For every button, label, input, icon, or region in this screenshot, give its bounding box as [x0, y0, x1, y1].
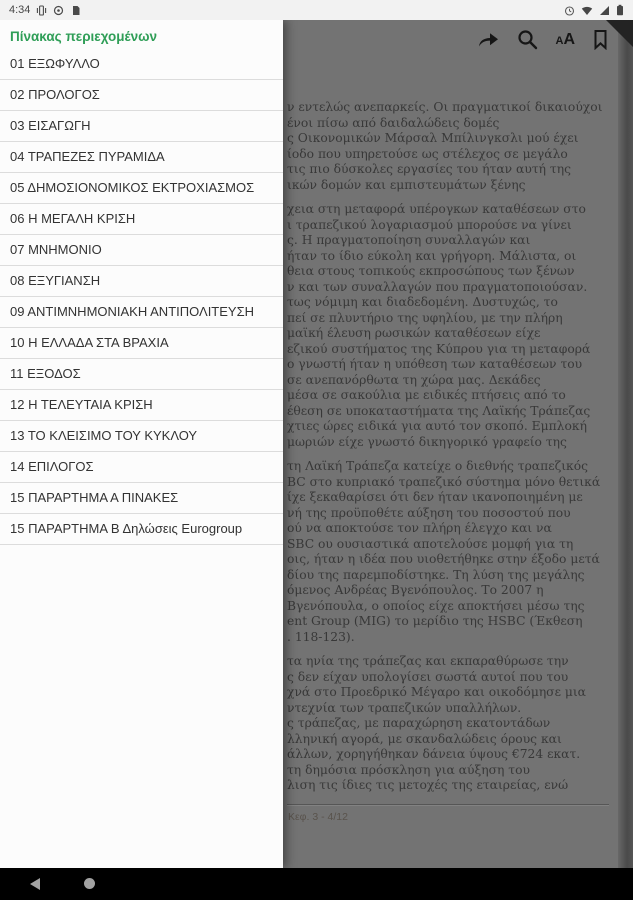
- search-icon: [517, 29, 538, 50]
- font-size-button[interactable]: [555, 31, 575, 49]
- page-text-line: λληνική αγορά, με σκανδαλώδεις όρους και: [287, 731, 562, 746]
- alarm-icon: [564, 5, 575, 16]
- font-size-small-label: A: [555, 34, 564, 47]
- page-text-line: θεια στους τοπικούς εκπροσώπους των ξένων: [287, 264, 575, 278]
- cell-signal-icon: [599, 5, 610, 16]
- search-button[interactable]: [517, 29, 538, 50]
- page-text-line: εζικού συστήματος της Κύπρου για τη μεταφορά: [287, 341, 591, 356]
- page-text-line: ν και των συναλλαγών που πραγματοποιούσαν.: [287, 279, 588, 294]
- page-text-line: έθεση σε υποκαταστήματα της Λαϊκής Τράπεζας: [287, 403, 591, 418]
- page-text-line: μωριών είχε γνωστό δικηγορικό γραφείο της: [287, 434, 567, 449]
- page-text-line: ι τραπεζικού λογαριασμού μπορούσε να γίνει: [287, 217, 572, 232]
- clock-text: 4:34: [9, 4, 31, 16]
- page-text-line: σε ανεπανόρθωτα τη χώρα μας. Δεκάδες: [287, 372, 541, 387]
- toc-item[interactable]: 11 ΕΞΟΔΟΣ: [0, 359, 283, 390]
- status-bar: [0, 0, 633, 20]
- toc-item[interactable]: 10 Η ΕΛΛΑΔΑ ΣΤΑ ΒΡΑΧΙΑ: [0, 328, 283, 359]
- toc-list: [0, 49, 283, 545]
- toc-item[interactable]: 13 ΤΟ ΚΛΕΙΣΙΜΟ ΤΟΥ ΚΥΚΛΟΥ: [0, 421, 283, 452]
- page-text-line: τα ηνία της τράπεζας και εκπαραθύρωσε την: [287, 654, 569, 668]
- font-size-large-label: A: [563, 30, 575, 48]
- bookmark-icon: [592, 29, 609, 50]
- bookmark-button[interactable]: [592, 29, 609, 50]
- page-text-line: ς Οικονομικών Μάρσαλ Μπίλινγκσλι μού έχει: [287, 131, 579, 145]
- page-text-line: ίοδο που υπηρετούσε ως στέλεχος σε μεγάλο: [287, 146, 568, 161]
- page-text-line: ένοι πίσω από δαιδαλώδεις δομές: [287, 115, 500, 130]
- page-text-line: ντεχνία των τραπεζικών υπαλλήλων.: [287, 700, 522, 715]
- page-text-line: ς τράπεζας, με παραχώρηση εκατοντάδων: [287, 716, 551, 730]
- wifi-icon: [581, 5, 593, 16]
- toc-item[interactable]: 03 ΕΙΣΑΓΩΓΗ: [0, 111, 283, 142]
- page-text-line: τη δημόσια πρόσκληση για αύξηση του: [287, 762, 530, 777]
- page-corner-curl: [606, 20, 633, 47]
- page-text-line: ίχε ξεκαθαρίσει ότι δεν ήταν ικανοποιημένη με: [287, 490, 583, 504]
- page-text-line: τως νόμιμη και διαδεδομένη. Δυστυχώς, το: [287, 295, 558, 309]
- page-text-line: λιση τις ίδιες τις μετοχές της εταιρείας, ενώ: [287, 778, 569, 792]
- toc-item[interactable]: 14 ΕΠΙΛΟΓΟΣ: [0, 452, 283, 483]
- page-text-line: τη Λαϊκή Τράπεζα κατείχε ο διεθνής τραπεζικός: [287, 459, 589, 473]
- page-footer-divider: [287, 804, 609, 805]
- page-text-line: ς δεν είχαν υπολογίσει σωστά αυτοί που του: [287, 669, 569, 684]
- sd-card-icon: [70, 5, 81, 16]
- page-text-line: ού να αποκτούσε τον πλήρη έλεγχο και να: [287, 521, 552, 535]
- toc-item[interactable]: 02 ΠΡΟΛΟΓΟΣ: [0, 80, 283, 111]
- toc-item[interactable]: 06 Η ΜΕΓΑΛΗ ΚΡΙΣΗ: [0, 204, 283, 235]
- page-text-line: τις πιο δύσκολες εργασίες του ήταν αυτή της: [287, 162, 571, 176]
- toc-title: Πίνακας περιεχομένων: [10, 29, 158, 44]
- toc-item[interactable]: 05 ΔΗΜΟΣΙΟΝΟΜΙΚΟΣ ΕΚΤΡΟΧΙΑΣΜΟΣ: [0, 173, 283, 204]
- page-text-line: Βγενόπουλα, ο οποίος είχε αποκτήσει μέσω της: [287, 598, 585, 613]
- data-saver-icon: [53, 5, 64, 16]
- status-bar-left: [9, 4, 81, 16]
- page-text-line: χεια στη μεταφορά υπέρογκων καταθέσεων στο: [287, 202, 586, 216]
- home-icon[interactable]: [84, 878, 95, 889]
- page-text-line: δίου της παρεμποδίστηκε. Τη λύση της μεγάλης: [287, 567, 585, 582]
- toc-item[interactable]: 09 ΑΝΤΙΜΝΗΜΟΝΙΑΚΗ ΑΝΤΙΠΟΛΙΤΕΥΣΗ: [0, 297, 283, 328]
- page-text-line: . 118-123).: [287, 629, 355, 644]
- page-edge-shadow: [618, 20, 633, 868]
- vibrate-icon: [36, 5, 47, 16]
- toc-item[interactable]: 15 ΠΑΡΑΡΤΗΜΑ Α ΠΙΝΑΚΕΣ: [0, 483, 283, 514]
- page-text-line: μέσα σε σακούλια με ειδικές πτήσεις από το: [287, 388, 566, 402]
- reader-toolbar: [476, 29, 609, 50]
- page-text-line: SBC ου ουσιαστικά αποτελούσε μομφή για τη: [287, 536, 574, 551]
- page-text-line: χτιες ώρες ειδικά για αυτό τον σκοπό. Εμπλοκή: [287, 419, 587, 433]
- page-text-line: νή της προϋποθέτε αύξηση του ποσοστού που: [287, 505, 571, 520]
- page-text-line: ς. Η πραγματοποίηση συναλλαγών και: [287, 233, 531, 247]
- status-bar-right: [564, 4, 624, 16]
- page-text-line: μαϊκή έλευση ρωσικών καταθέσεων είχε: [287, 326, 541, 340]
- page-text-line: όμενος Ανδρέας Βγενόπουλος. Το 2007 η: [287, 583, 544, 597]
- page-text: [287, 100, 615, 794]
- page-text-line: ήταν το ίδιο εύκολη και γρήγορη. Μάλιστα, οι: [287, 248, 577, 263]
- page-text-line: άλλων, χορηγήθηκαν δάνεια ύψους €724 εκατ.: [287, 747, 581, 761]
- page-text-line: ν εντελώς ανεπαρκείς. Οι πραγματικοί δικαιούχοι: [287, 100, 603, 114]
- toc-item[interactable]: 12 Η ΤΕΛΕΥΤΑΙΑ ΚΡΙΣΗ: [0, 390, 283, 421]
- page-text-line: ικών δομών και εμπιστευμάτων ξένης: [287, 177, 526, 192]
- share-icon: [476, 30, 500, 50]
- toc-item[interactable]: 01 ΕΞΩΦΥΛΛΟ: [0, 49, 283, 80]
- page-text-line: ο γνωστή ήταν η υπόθεση των καταθέσεων του: [287, 357, 583, 371]
- toc-item[interactable]: 08 ΕΞΥΓΙΑΝΣΗ: [0, 266, 283, 297]
- chapter-progress-label: Κεφ. 3 - 4/12: [288, 811, 348, 823]
- page-text-line: BC στο κυπριακό τραπεζικό σύστημα μόνο θετικά: [287, 474, 601, 489]
- page-text-line: οις, ήταν η ιδέα που υιοθετήθηκε στην έξοδο μετά: [287, 552, 600, 566]
- back-icon[interactable]: [30, 878, 40, 890]
- page-text-line: χνά στο Προεδρικό Μέγαρο και οικοδόμησε μια: [287, 685, 586, 699]
- page-text-line: ent Group (MIG) το μερίδιο της HSBC (Έκθεση: [287, 614, 583, 628]
- page-text-line: πεί σε πλυντήριο της υφηλίου, με την πλήρη: [287, 310, 563, 325]
- android-nav-bar: [0, 868, 633, 900]
- toc-drawer: [0, 20, 283, 868]
- battery-icon: [616, 4, 624, 16]
- toc-item[interactable]: 07 ΜΝΗΜΟΝΙΟ: [0, 235, 283, 266]
- toc-item[interactable]: 15 ΠΑΡΑΡΤΗΜΑ Β Δηλώσεις Eurogroup: [0, 514, 283, 545]
- share-button[interactable]: [476, 30, 500, 50]
- toc-item[interactable]: 04 ΤΡΑΠΕΖΕΣ ΠΥΡΑΜΙΔΑ: [0, 142, 283, 173]
